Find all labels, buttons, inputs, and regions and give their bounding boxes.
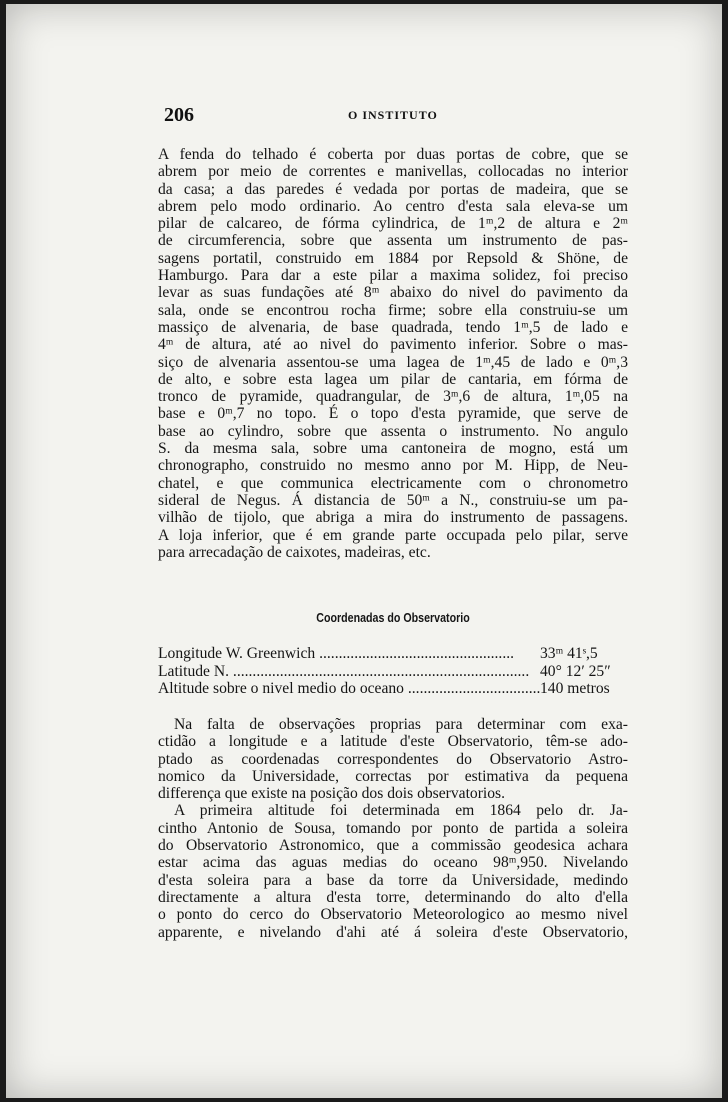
text-line: tronco de pyramide, quadrangular, de 3ᵐ,6 de altura, 1ᵐ,05 na (158, 388, 628, 406)
coordinate-value: 40° 12′ 25″ (540, 662, 611, 680)
coordinate-label: Latitude N. ............................................................................ (158, 662, 530, 680)
text-line: massiço de alvenaria, de base quadrada, tendo 1ᵐ,5 de lado e (158, 318, 628, 336)
coordinate-label: Longitude W. Greenwich .................................................. (158, 645, 515, 662)
text-line: cintho Antonio de Sousa, tomando por ponto de partida a soleira (158, 819, 628, 837)
text-line: chronographo, construido no mesmo anno por M. Hipp, de Neu- (158, 457, 628, 475)
text-line: levar as suas fundações até 8ᵐ abaixo do nivel do pavimento da (158, 284, 628, 302)
text-line: A primeira altitude foi determinada em 1864 pelo dr. Ja- (174, 802, 628, 820)
text-line: de circumferencia, sobre que assenta um instrumento de pas- (158, 232, 628, 250)
text-line: vilhão de tijolo, que abriga a mira do instrumento de passagens. (158, 509, 628, 527)
text-line: de alto, e sobre esta lagea um pilar de cantaria, em fórma de (158, 370, 628, 388)
text-line: abrem por meio de correntes e manivellas, collocadas no interior (158, 163, 628, 181)
text-line: A loja inferior, que é em grande parte occupada pelo pilar, serve (158, 526, 628, 544)
text-line: o ponto do cerco do Observatorio Meteorologico ao mesmo nivel (158, 906, 628, 924)
text-line: para arrecadação de caixotes, madeiras, etc. (158, 543, 431, 561)
coordinate-value: 140 metros (540, 680, 610, 697)
text-line: ptado as coordenadas correspondentes do Observatorio Astro- (158, 750, 628, 768)
text-line: sala, onde se encontrou rocha firme; sobre ella construiu-se um (158, 301, 628, 319)
page-number: 206 (164, 104, 194, 126)
text-line: nomico da Universidade, correctas por estimativa da pequena (158, 767, 628, 785)
coordinate-label: Altitude sobre o nivel medio do oceano .................................. (158, 680, 541, 697)
text-line: ctidão a longitude e a latitude d'este Observatorio, têm-se ado- (158, 733, 628, 751)
paragraph-coordinates-note (158, 716, 628, 941)
coordinate-row (158, 645, 628, 663)
text-line: Na falta de observações proprias para determinar com exa- (174, 716, 628, 733)
text-line: siço de alvenaria assentou-se uma lagea de 1ᵐ,45 de lado e 0ᵐ,3 (158, 353, 628, 371)
text-line: directamente a altura d'esta torre, determinando do alto d'ella (158, 888, 628, 906)
text-line: pilar de calcareo, de fórma cylindrica, de 1ᵐ,2 de altura e 2ᵐ (158, 215, 628, 233)
text-line: 4ᵐ de altura, até ao nivel do pavimento inferior. Sobre o mas- (158, 336, 628, 354)
text-line: estar acima das aguas medias do oceano 98ᵐ,950. Nivelando (158, 854, 628, 872)
paragraph-observatory-description (158, 146, 628, 561)
text-line: da casa; a das paredes é vedada por portas de madeira, que se (158, 180, 628, 198)
running-head: O INSTITUTO (348, 108, 438, 122)
coordinate-value: 33ᵐ 41ˢ,5 (540, 645, 598, 662)
text-line: sideral de Negus. Á distancia de 50ᵐ a N., construiu-se um pa- (158, 491, 628, 509)
text-line: sagens portatil, construido em 1884 por Repsold & Shöne, de (158, 249, 628, 267)
text-line: chatel, e que communica electricamente com o chronometro (158, 474, 628, 492)
coordinate-row (158, 663, 628, 681)
text-line: apparente, e nivelando d'ahi até á soleira d'este Observatorio, (158, 923, 628, 941)
text-line: base e 0ᵐ,7 no topo. É o topo d'esta pyramide, que serve de (158, 405, 628, 423)
coordinates-table (158, 645, 628, 698)
text-line: differença que existe na posição dos dois observatorios. (158, 785, 506, 803)
text-line: d'esta soleira para a base da torre da Universidade, medindo (158, 871, 628, 889)
coordinate-row (158, 680, 628, 698)
section-heading: Coordenadas do Observatorio (316, 610, 470, 625)
text-line: S. da mesma sala, sobre uma cantoneira de mogno, está um (158, 440, 628, 458)
page-header (164, 104, 634, 128)
text-line: abrem pelo modo ordinario. Ao centro d'esta sala eleva-se um (158, 197, 628, 215)
text-line: do Observatorio Astronomico, que a commissão geodesica achara (158, 837, 628, 855)
text-line: A fenda do telhado é coberta por duas portas de cobre, que se (158, 146, 628, 163)
text-line: base ao cylindro, sobre que assenta o instrumento. No angulo (158, 422, 628, 440)
text-line: Hamburgo. Para dar a este pilar a maxima solidez, foi preciso (158, 267, 628, 285)
